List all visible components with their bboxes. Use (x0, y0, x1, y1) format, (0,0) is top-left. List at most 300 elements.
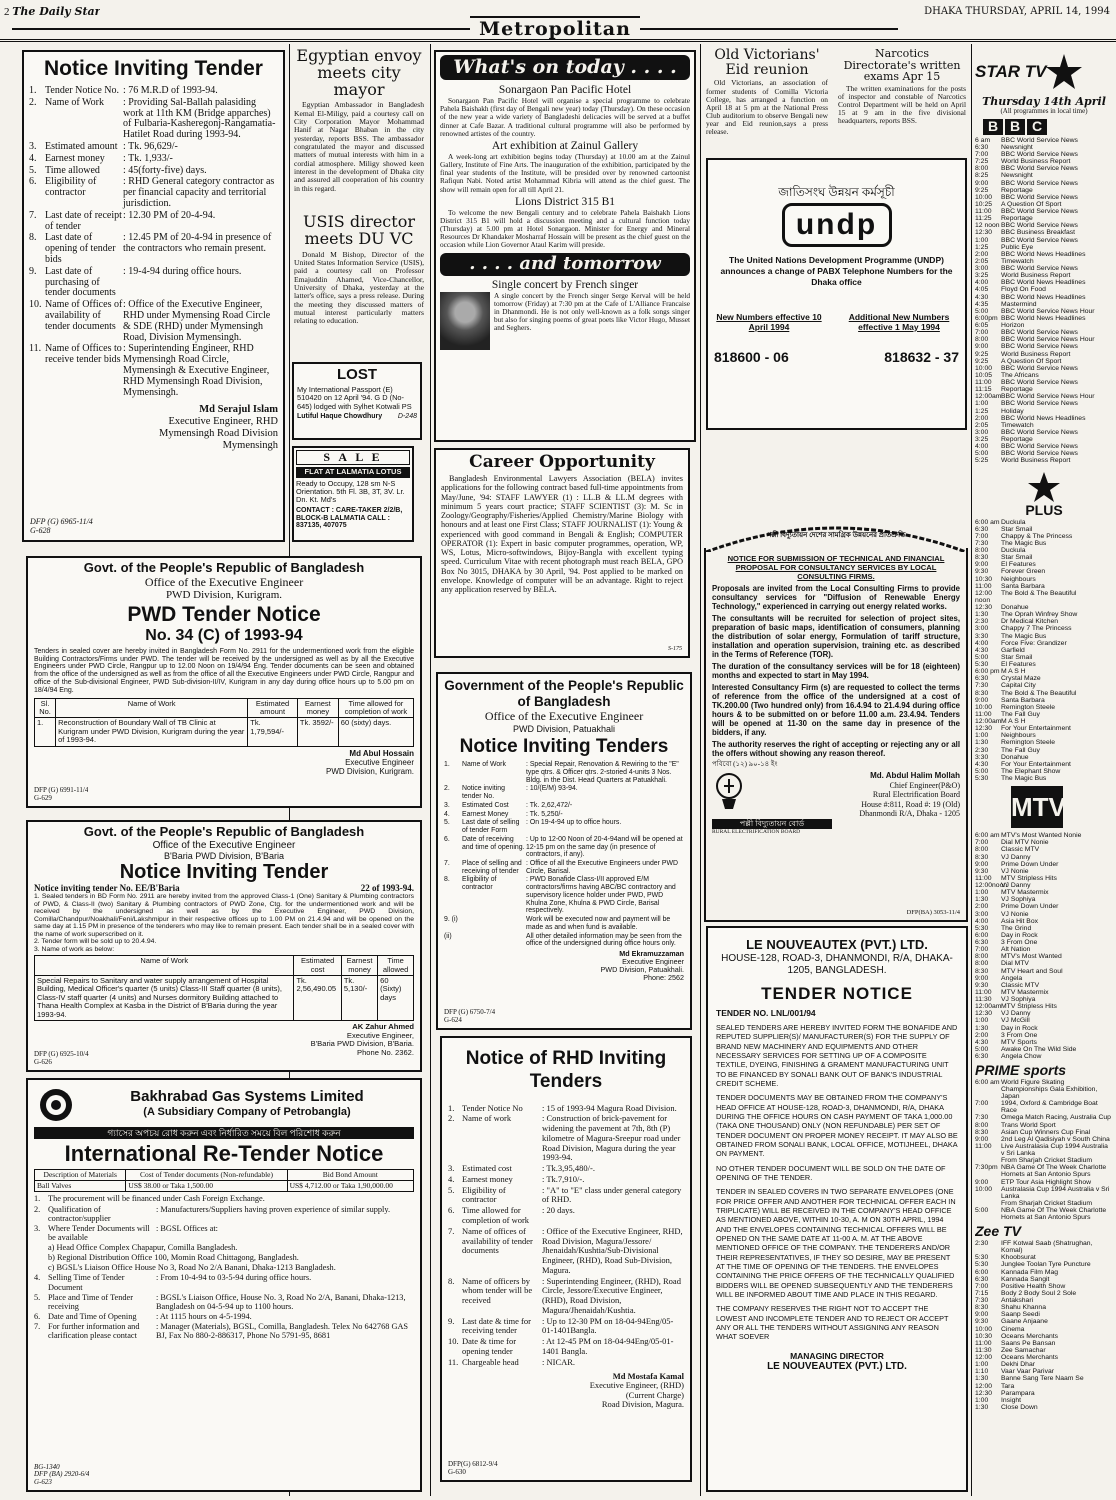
schedule-time: 3:30 (975, 753, 989, 761)
schedule-time: 11:30 (975, 996, 992, 1004)
schedule-row (975, 201, 1113, 208)
schedule-row (975, 351, 1113, 358)
schedule-row (975, 903, 1113, 910)
schedule-row (975, 1368, 1113, 1375)
schedule-time: 3:25 (975, 436, 989, 444)
schedule-row (975, 1304, 1113, 1311)
schedule-programme: Mastermind (1001, 300, 1037, 308)
reb-para: The duration of the consultancy services will be for 18 (eighteen) months and expected to start in May 1994. (712, 661, 960, 680)
schedule-time: 7:30pm (975, 1164, 998, 1172)
schedule-time: 4:00 (975, 279, 989, 287)
schedule-row (975, 244, 1113, 251)
mtv-logo: MTV (1011, 786, 1063, 830)
signatory-name: Md Ekramuzzaman (619, 949, 684, 959)
tender-body: 1. Sealed tenders in BD Form No. 2911 are hereby invited from the approved Class-1 (One) Sanitary & Plumbing contractors of PWD, & Class-II (two) Sanitary & Plumbing contractors of PWD Zone, Ctg. for the undermentioned work and will be received by the undersigned as well as by the Executive Engineer, PWD Division, Comilla/Chandpur/Noakhali/Feni/Lakshmipur in their respective offices up to 1.00 PM on 21.4.94 and will be opened on the same day at 1.15 PM in presence of the tenderers who may like to remain present. Each tender shall be in a sealed cover with the name of work superscribed on it. (34, 893, 414, 938)
signatory-title: Executive Engineer (345, 757, 414, 767)
item-value: All other detailed information may be seen from the office of the undersigned during office hours only. (526, 932, 682, 948)
schedule-row (975, 1053, 1113, 1060)
schedule-time: 6:30 (975, 143, 989, 151)
schedule-programme: Positive Health Show (1001, 1282, 1066, 1290)
star-icon (1027, 471, 1061, 503)
schedule-time: 9:00 (975, 561, 989, 569)
schedule-row (975, 918, 1113, 925)
schedule-programme: Neighbours (1001, 732, 1036, 740)
schedule-time: 5:00 (975, 307, 989, 315)
signatory-title: Executive Engineer, (346, 1030, 414, 1040)
item-number: 8. (444, 876, 450, 884)
new-phone-numbers: 818600 - 06 (714, 349, 789, 366)
table-header: Sl. No. (35, 698, 56, 718)
schedule-programme: BBC World Service News (1001, 136, 1078, 144)
schedule-time: 1:30 (975, 611, 989, 619)
schedule-row (975, 939, 1113, 946)
rhd-magura-tender (440, 1036, 692, 1482)
tender-item (29, 166, 278, 177)
schedule-row (975, 180, 1113, 187)
schedule-time: 8:30 (975, 689, 989, 697)
schedule-time: 9:00 (975, 1311, 989, 1319)
tender-item (34, 1293, 414, 1311)
schedule-row (975, 222, 1113, 229)
item-number: 1. (444, 761, 450, 769)
schedule-time: 7:00 (975, 329, 989, 337)
schedule-row (975, 457, 1113, 464)
schedule-row (975, 846, 1113, 853)
item-label: Last date of receipt of tender (45, 209, 122, 232)
schedule-programme: BBC Business Breakfast (1001, 229, 1076, 237)
schedule-row (975, 1025, 1113, 1032)
item-label: Place of selling and receiving of tender (462, 859, 522, 875)
schedule-programme: BBC World Service News (1001, 151, 1078, 159)
signatory-name: Md Mostafa Kamal (612, 1370, 684, 1381)
signatory-name: AK Zahur Ahmed (352, 1022, 414, 1032)
schedule-time: 6:30 (975, 1275, 989, 1283)
schedule-time: 12:00am (975, 1003, 1002, 1011)
item-value: : Office of the Executive Engineer, RHD under Mymensing Road Circle & SDE (RHD) under Mymensingh Road, Division Mymensingh. (123, 299, 271, 343)
ad-reference: DFP(G) 6812-9/4 G-630 (448, 1461, 498, 1477)
schedule-row (975, 704, 1113, 711)
tender-item (34, 1312, 414, 1321)
schedule-row (975, 1333, 1113, 1340)
schedule-time: 10:00 (975, 703, 993, 711)
singer-photo (440, 292, 490, 350)
schedule-row (975, 429, 1113, 436)
tender-items (34, 1194, 414, 1340)
old-victorians-article (704, 48, 830, 156)
schedule-time: 7:00 (975, 532, 989, 540)
schedule-row (975, 1100, 1113, 1114)
schedule-programme: M A S H (1001, 718, 1026, 726)
schedule-programme: VJ McGill (1001, 1017, 1030, 1025)
schedule-row (975, 1254, 1113, 1261)
item-number: 2. (448, 1113, 455, 1124)
item-label: Earnest Money (462, 810, 509, 818)
schedule-programme: MTV Stripless Hits (1001, 874, 1057, 882)
schedule-programme: VJ Sophiya (1001, 996, 1036, 1004)
table-cell: Ball Valves (35, 1181, 126, 1192)
schedule-time: 4:35 (975, 300, 989, 308)
item-value: : PWD Bonafide Class-I/II approved E/M contractors/firms having ABC/BC contractory and supervisory licence holder under PWD, PWD Khulna Zone, Khulna & PWD Circle, Barisal respectively. (526, 876, 676, 915)
tender-item (34, 1253, 414, 1262)
item-number: 9. (29, 265, 37, 277)
item-value: : Tk.3,95,480/-. (542, 1163, 595, 1174)
schedule-time: 7:30 (975, 682, 989, 690)
star-icon (1046, 52, 1082, 92)
company-name: LE NOUVEAUTEX (PVT.) LTD. (746, 937, 928, 952)
schedule-programme: The Magic Bus (1001, 775, 1047, 783)
schedule-programme: VJ Nonie (1001, 867, 1029, 875)
schedule-row (975, 868, 1113, 875)
item-number: 11. (448, 1356, 459, 1367)
item-label: Estimated Cost (462, 801, 509, 809)
tender-item (444, 876, 684, 915)
schedule-programme: Close Down (1001, 1403, 1038, 1411)
schedule-time: 4:00 (975, 443, 989, 451)
schedule-programme: World Business Report (1001, 272, 1071, 280)
tender-title: TENDER NOTICE (761, 983, 913, 1003)
ad-reference: DFP (G) 6750-7/4 G-624 (444, 1009, 496, 1025)
table-header: Name of Work (56, 698, 248, 718)
schedule-row (975, 137, 1113, 144)
schedule-row (975, 1122, 1113, 1129)
schedule-row (975, 265, 1113, 272)
schedule-time: 6:00 am (975, 832, 1000, 840)
materials-table (34, 1169, 414, 1193)
tender-title: Notice Inviting Tender (119, 860, 329, 883)
schedule-programme: BBC World Service News (1001, 165, 1078, 173)
item-value: : Up to 12-30 PM on 18-04-94Eng/05-01-1401Bangla. (542, 1315, 674, 1336)
table-header: Estimated cost (294, 956, 341, 976)
item-value: : Manufacturers/Suppliers having proven experience of similar supply. (156, 1204, 391, 1214)
schedule-time: 1:00 (975, 236, 989, 244)
gov-heading: Govt. of the People's Republic of Bangladesh (83, 560, 365, 575)
ad-reference: DFP (G) 6925-10/4 G-626 (34, 1051, 89, 1067)
item-value: : Construction of brick-pavement for widening the pavement at 7th, 8th (P) kilometre of Magura-Sreepur road under Road Division, Magura during the year 1993-94. (542, 1113, 681, 1163)
plus-logo (975, 471, 1113, 519)
schedule-row (975, 1269, 1113, 1276)
schedule-programme: MTV's Most Wanted (1001, 953, 1062, 961)
schedule-row (975, 761, 1113, 768)
schedule-programme: Oceans Merchants (1001, 1354, 1059, 1362)
schedule-programme: Holiday (1001, 407, 1024, 415)
item-label: Where Tender Documents will be available (48, 1223, 150, 1242)
item-label: Last date of opening of tender bids (45, 232, 116, 265)
schedule-row (975, 568, 1113, 575)
event-body: To welcome the new Bengali century and to celebrate Pahela Baishakh Lions District 315 B1 will hold a discussion meeting and a cultural function today (Thursday) at 5.00 pm at Hotel Sonargaon. Minister for Energy and Mineral Resources Dr Khandaker Mosharraf Hossain will be present as the chief guest on the occasion while Lion Governor Ataul Karim will preside. (440, 207, 690, 250)
article-body: Egyptian Ambassador in Bangladesh Kemal El-Miligy, paid a courtesy call on City Corporation Mayor Mohammad Hanif at Nagar Bhaban in the city yesterday, reports BSS. The ambassador congratulated the mayor and discussed matters of mutual interests with him in a cordial atmosphere. Miligy showed keen interest in the development of Dhaka city and assured all cooperation of his country in this regard. (294, 100, 424, 193)
schedule-programme: BBC World News Headlines (1001, 414, 1086, 422)
article-headline: Old Victorians' Eid reunion (714, 48, 820, 78)
tender-item (448, 1206, 684, 1226)
schedule-row (975, 408, 1113, 415)
plus-schedule (975, 519, 1113, 783)
schedule-row (975, 725, 1113, 732)
schedule-row (975, 343, 1113, 350)
schedule-row (975, 690, 1113, 697)
tender-para: SEALED TENDERS ARE HEREBY INVITED FORM THE BONAFIDE AND REPUTED SUPPLIER(S)/ MANUFACTURER(S) FOR THE SUPPLY OF BRAND NEW MACHINERY AND EQUIPMENTS AND OTHER NECESSARY SERVICES FOR SETTING UP OF A COMPOSITE TEXTILE, DYEING, FINISHING & GRAMENT MANUFACTURING UNIT TO BE FINANCED BY SONALI BANK OUT OF BANK'S INDUSTRIAL CREDIT SCHEME. (716, 1023, 958, 1089)
reb-para: The consultants will be recruited for selection of project sites, preparation of basic maps, identification of consumers, planning the distribution of solar energy, Formulation of tariff structure, installation and operation supervision, training etc. as described in the Terms of Reference (TOR). (712, 614, 960, 659)
schedule-programme: Classic MTV (1001, 846, 1040, 854)
schedule-programme: Kannada Film Mag (1001, 1268, 1059, 1276)
tender-item (444, 916, 684, 931)
schedule-time: 2:05 (975, 421, 989, 429)
schedule-programme: The Magic Bus (1001, 632, 1047, 640)
tender-title: Notice of RHD Inviting Tenders (465, 1048, 667, 1092)
schedule-row (975, 768, 1113, 775)
bbc-logo: B B C (983, 119, 1113, 135)
signatory-company: LE NOUVEAUTEX (PVT.) LTD. (767, 1361, 907, 1373)
event-body: A week-long art exhibition begins today (Thursday) at 10.00 am at the Zainul Gallery, Institute of Fine Arts. The inauguration of the exhibition, participated by the final year students of the Institute, will be presided over by renowned cartoonist Rafiqun Nabi. Noted artist Mohammad Kibria will attend as the chief guest. The show will remain open for all till April 21. (440, 151, 690, 194)
schedule-programme: Classic MTV (1001, 981, 1040, 989)
schedule-time: 1:00 (975, 1396, 989, 1404)
item-number (34, 1263, 48, 1272)
schedule-time: 8:00 (975, 846, 989, 854)
schedule-time: 7:00 (975, 839, 989, 847)
schedule-row (975, 365, 1113, 372)
signatory-place: Mymensingh (222, 439, 278, 451)
schedule-programme: Remington Steele (1001, 739, 1056, 747)
tender-number-suffix: 22 of 1993-94. (360, 883, 414, 894)
schedule-time: 6:30 (975, 675, 989, 683)
reb-logo-text: পল্লী বিদ্যুতায়ন বোর্ড (712, 819, 832, 830)
flat-sale-ad (292, 446, 414, 542)
schedule-time: 7:30 (975, 539, 989, 547)
signatory-title: MANAGING DIRECTOR (790, 1350, 884, 1361)
signatory-phone: Phone: 2562 (643, 973, 684, 983)
schedule-row (975, 1143, 1113, 1157)
paper-name: The Daily Star (12, 6, 101, 18)
schedule-programme: Donahue (1001, 753, 1029, 761)
schedule-time: 1:30 (975, 1024, 989, 1032)
schedule-row (975, 172, 1113, 179)
tender-item (34, 1205, 414, 1223)
schedule-time: 6:30 (975, 939, 989, 947)
schedule-row (975, 996, 1113, 1003)
item-label: Earnest money (45, 152, 105, 164)
schedule-programme: Khoobsurat (1001, 1254, 1036, 1262)
item-value: : RHD General category contractor as per financial capacity and territorial jurisdiction. (123, 176, 275, 210)
schedule-time: 12:00am (975, 718, 1002, 726)
item-value: : 45(forty-five) days. (123, 164, 207, 176)
schedule-programme: 1994, Oxford & Cambridge Boat Race (1001, 1100, 1098, 1115)
tender-item (29, 142, 278, 153)
item-number: 2. (29, 96, 37, 108)
schedule-time: 8:00 (975, 953, 989, 961)
schedule-row (975, 386, 1113, 393)
schedule-programme: From Sharjah Cricket Stadium (1001, 1199, 1093, 1207)
schedule-row (975, 422, 1113, 429)
schedule-row (975, 372, 1113, 379)
schedule-programme: Australasia Cup 1994 Australia v Sri Lanka (1001, 1185, 1110, 1200)
tender-items (448, 1104, 684, 1368)
tender-item (448, 1175, 684, 1185)
schedule-programme: BBC World Service News (1001, 236, 1078, 244)
schedule-programme: The Oprah Winfrey Show (1001, 611, 1078, 619)
narcotics-exam-article (836, 48, 968, 156)
item-number: 1. (34, 1194, 41, 1204)
schedule-programme: BBC World Service News (1001, 222, 1078, 230)
schedule-time: 5:30 (975, 1261, 989, 1269)
schedule-programme: Trans World Sport (1001, 1121, 1056, 1129)
tender-title: PWD Tender Notice (127, 603, 321, 627)
table-header: Name of Work (35, 956, 294, 976)
schedule-programme: Junglee Toolan Tyre Puncture (1001, 1261, 1091, 1269)
schedule-time: 11:00 (975, 582, 992, 590)
schedule-row (975, 633, 1113, 640)
schedule-time: 12:00 (975, 1354, 993, 1362)
schedule-time: 8:30 (975, 967, 989, 975)
schedule-row (975, 932, 1113, 939)
schedule-row (975, 1186, 1113, 1200)
zee-tv-logo: Zee TV (975, 1223, 1021, 1240)
item-value: c) BGSL's Liaison Office House No 3, Road No 2/A Banani, Dhaka-1213 Bangladesh. (48, 1263, 336, 1273)
schedule-time (975, 1157, 1001, 1164)
item-number: 4. (34, 1273, 41, 1283)
schedule-row (975, 1207, 1113, 1221)
schedule-row (975, 775, 1113, 782)
reb-title: NOTICE FOR SUBMISSION OF TECHNICAL AND FINANCIAL PROPOSAL FOR CONSULTANCY SERVICES BY LOCAL CONSULTING FIRMS. (727, 554, 945, 582)
schedule-programme: NBA Game Of The Week Charlotte Hornets at San Antonio Spurs (1001, 1207, 1107, 1222)
item-label: Estimated cost (462, 1163, 512, 1174)
schedule-programme: The Bold & The Beautiful (1001, 589, 1077, 597)
schedule-programme: Parampara (1001, 1389, 1035, 1397)
division-name: PWD Division, Kurigram. (165, 588, 283, 601)
item-number: 3. (448, 1163, 455, 1174)
table-cell: 60 (Sixty) days (378, 976, 414, 1021)
schedule-programme: Star Smail (1001, 525, 1033, 533)
schedule-time: 8:25 (975, 172, 989, 180)
schedule-programme: MTV Mastermix (1001, 889, 1049, 897)
item-label: Eligibility of contractor (462, 876, 497, 892)
item-label (462, 916, 526, 931)
schedule-row (975, 1397, 1113, 1404)
table-cell: Reconstruction of Boundary Wall of TB Clinic at Kurigram under PWD Division, Kurigram during the year of 1993-94. (56, 718, 248, 746)
signatory-office: PWD Division, Kurigram. (325, 766, 414, 776)
schedule-programme: Santa Barbara (1001, 696, 1045, 704)
event-body: A single concert by the French singer Serge Kerval will be held tomorrow (Friday) at 7:30 pm at the Cafe of L'Alliance Francaise in Dhanmondi. He is not only well-known as a folk songs singer but also for singing poems of great poets like Victor Hugo, Musset and Seghers. (494, 290, 690, 333)
schedule-row (975, 294, 1113, 301)
reb-consultancy-notice (704, 512, 968, 922)
tv-schedule (975, 48, 1113, 1496)
schedule-programme: Alt Nation (1001, 946, 1031, 954)
schedule-row (975, 675, 1113, 682)
schedule-row (975, 625, 1113, 632)
item-label: Name of Work (45, 96, 104, 108)
item-number: 9. (i) (444, 916, 458, 924)
schedule-programme: Saanp Seedi (1001, 1311, 1040, 1319)
schedule-programme: Shahu Khanna (1001, 1304, 1046, 1312)
signatory-phone: Phone No. 2362. (357, 1047, 414, 1057)
item-label: Date of receiving and time of opening. (462, 835, 525, 851)
schedule-row (975, 754, 1113, 761)
item-label: Estimated amount (45, 141, 118, 153)
schedule-time: 11:00 (975, 710, 992, 718)
gov-heading: Government of the People's Republic of Bangladesh (444, 678, 684, 710)
tender-item (34, 1322, 414, 1340)
schedule-time: 5:00 (975, 653, 989, 661)
schedule-time: 1:30 (975, 1375, 989, 1383)
schedule-programme: BBC World News Headlines (1001, 293, 1086, 301)
schedule-programme: Asia Hit Box (1001, 917, 1039, 925)
reb-logo-english: RURAL ELECTRIFICATION BOARD (712, 829, 801, 836)
sale-contact: CONTACT : CARE-TAKER 2/2/B, BLOCK-B LALMATIA CALL : 837135, 407075 (296, 506, 403, 530)
schedule-row (975, 358, 1113, 365)
schedule-row (975, 194, 1113, 201)
schedule-programme: BBC World Service News (1001, 193, 1078, 201)
reb-para: Proposals are invited from the Local Consulting Firms to provide consultancy services for "Diffusion of Renewable Energy Technology," experienced in carrying out energy related works. (712, 584, 960, 612)
schedule-time: 2:30 (975, 618, 989, 626)
tender-item (444, 761, 684, 784)
masthead (0, 0, 1116, 42)
schedule-time: 9:00 (975, 860, 989, 868)
item-label: Tender Notice No (462, 1102, 523, 1113)
item-number: 11. (29, 343, 42, 355)
tender-number: No. 34 (C) of 1993-94 (145, 626, 303, 644)
schedule-time: 5:25 (975, 457, 989, 465)
schedule-programme: BBC World Service News Hour (1001, 336, 1095, 344)
item-value: : Superintending Engineer, RHD Mymensingh Road Circle, Mymensingh & Executive Engineer, RHD Mymensingh Road Division, Mymensingh. (123, 343, 270, 398)
bbc-schedule (975, 137, 1113, 465)
egypt-envoy-article (292, 48, 426, 216)
schedule-programme: Omega Match Racing, Australia Cup (1001, 1114, 1111, 1122)
tender-item (34, 1273, 414, 1291)
schedule-row (975, 279, 1113, 286)
table-cell: US$ 38.00 or Taka 1,500.00 (126, 1181, 287, 1192)
tender-item (444, 785, 684, 800)
schedule-programme: The Elephant Show (1001, 767, 1061, 775)
item-value: : On 19-4-94 up to office hours. (526, 819, 622, 827)
schedule-row (975, 415, 1113, 422)
section-title: Metropolitan (479, 19, 631, 40)
schedule-row (975, 604, 1113, 611)
schedule-row (975, 1383, 1113, 1390)
tender-item (29, 98, 278, 141)
schedule-row (975, 711, 1113, 718)
item-value: : 12.30 PM of 20-4-94. (123, 209, 216, 221)
schedule-time: 3:30 (975, 632, 989, 640)
schedule-time: 11:00 (975, 1339, 992, 1347)
work-table (34, 955, 414, 1021)
schedule-row (975, 322, 1113, 329)
schedule-time: 9:00 (975, 179, 989, 187)
sale-details: Ready to Occupy, 128 sm N-S Orientation. 5th Fl. 3B, 3T, 3V. Lr. Dn. Kt. Md's (296, 478, 405, 505)
schedule-row (975, 400, 1113, 407)
item-label: Eligibility of contractor (462, 1184, 506, 1205)
item-label: Chargeable head (462, 1356, 519, 1367)
item-label: Date and Time of Opening (48, 1311, 137, 1321)
schedule-time: 4:00 (975, 917, 989, 925)
schedule-time: 10:00 (975, 364, 993, 372)
schedule-programme: Zee Samachar (1001, 1346, 1046, 1354)
company-name: Bakhrabad Gas Systems Limited (130, 1088, 364, 1106)
reb-bangla-ref: পবিবো (১২) ৯০-১৪ ইং (712, 760, 778, 769)
schedule-row (975, 1318, 1113, 1325)
schedule-row (975, 1390, 1113, 1397)
schedule-programme: VJ Sophiya (1001, 896, 1036, 904)
item-value: : Superintending Engineer, (RHD), Road Circle, Jessore/Executive Engineer, (RHD), Road Division, Magura/Jhenaidah/Kushtia. (542, 1275, 681, 1315)
lost-heading: LOST (337, 366, 377, 383)
ad-reference: DFP (G) 6965-11/4 G-628 (30, 518, 93, 536)
tender-item (29, 177, 278, 209)
schedule-row (975, 832, 1113, 839)
signatory-charge: (Current Charge) (625, 1389, 684, 1400)
table-header: Estimated amount (248, 698, 298, 718)
schedule-programme: NBA Game Of The Week Charlotte Hornets at San Antonio Spurs (1001, 1164, 1107, 1179)
schedule-programme: BBC World Service News (1001, 379, 1078, 387)
schedule-time: 8:00 (975, 1121, 989, 1129)
schedule-time: 4:30 (975, 646, 989, 654)
career-body: Bangladesh Environmental Lawyers Association (BELA) invites applications for the following contract based full-time appointments from May/June, '94: STAFF LAWYER (1) : LL.B & LL.M degrees with minimum 5 years court practice; STAFF SCIENTIST (3): M. Sc in Zoology/Geography/Fisheries/Applied Chemistry/Marine Biology with honours and at least one First Class; STAFF JOURNALIST (1): Young & experienced with good command in Bengali & English; COMPUTER OPERATOR (1): Expert in basic computer programmes, operation, WP, WS, Lotus, Micro-softwindows, Bijoy-Bangla with excellent typing speed. Curriculum Vitae with recent photograph must reach BELA, GPO Box No 3015, DHAKA by 30 April, '94. Post applied to be marked on envelope. Knowledge of computer will be an advantage. Right to reject any application reserved by BELA. (441, 474, 683, 595)
